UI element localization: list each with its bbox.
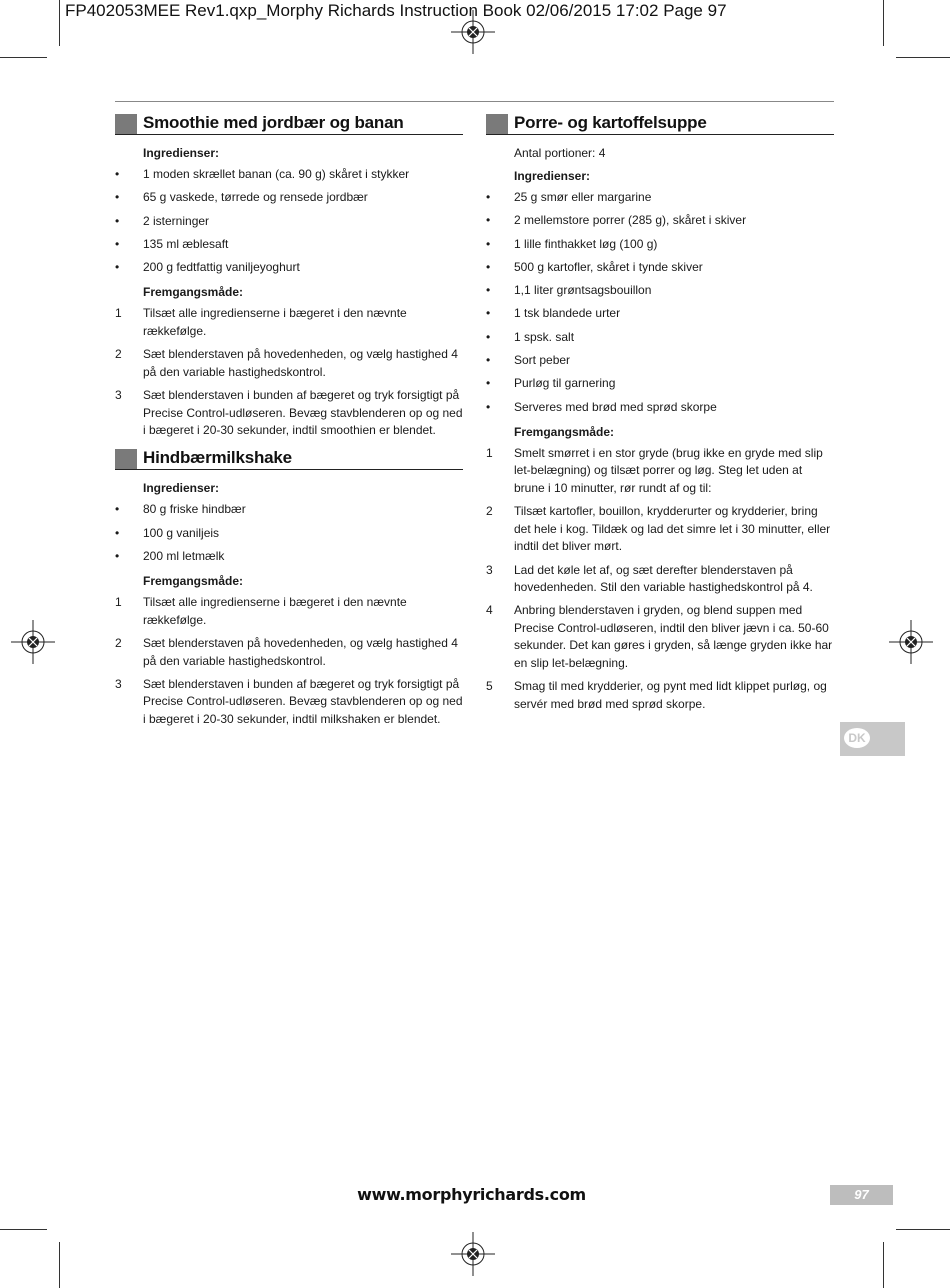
step-item: 3 Sæt blenderstaven i bunden af bægeret og tryk forsigtigt på Precise Control-udløseren. Bevæg stavblenderen op og ned i bægeret i 20-30 sekunder, indtil milkshaken er blendet.: [115, 676, 463, 726]
page-number-box: [830, 1185, 893, 1205]
list-item: • 2 isterninger: [115, 213, 463, 231]
bullet: •: [115, 213, 120, 228]
bullet: •: [115, 167, 120, 181]
method-steps: [115, 594, 463, 728]
method-label: Fremgangsmåde:: [514, 424, 615, 439]
list-item: • 135 ml æblesaft: [115, 236, 463, 254]
step-number: 1: [115, 306, 122, 321]
bullet: •: [486, 236, 491, 251]
step-number: 1: [115, 595, 122, 610]
section-title: Smoothie med jordbær og banan: [143, 113, 404, 132]
section-marker: [115, 114, 137, 134]
step-item: 2 Sæt blenderstaven på hovedenheden, og vælg hastighed 4 på den variable hastighedskontrol.: [115, 347, 458, 379]
bullet: •: [486, 190, 491, 204]
crop-mark: [883, 0, 884, 46]
list-item: • Serveres med brød med sprød skorpe: [486, 399, 834, 417]
footer-website: www.morphyrichards.com: [357, 1185, 586, 1204]
bullet: •: [486, 329, 491, 344]
language-tab: [840, 722, 905, 756]
step-number: 1: [486, 445, 493, 460]
list-item: • 1 lille finthakket løg (100 g): [486, 236, 834, 254]
step-item: 4 Anbring blenderstaven i gryden, og blend suppen med Precise Control-udløseren, indtil den bliver jævn i ca. 50-60 sekunder. Det kan gøres i gryden, så længe gryden ikke har en slip let-belægning.: [486, 603, 833, 670]
portions-text: Antal portioner: 4: [514, 146, 606, 160]
ingredients-label: Ingredienser:: [143, 146, 220, 160]
step-number: 4: [486, 603, 493, 618]
section-title: Porre- og kartoffelsuppe: [514, 113, 707, 132]
list-item: • 200 ml letmælk: [115, 548, 463, 566]
left-column: [115, 112, 463, 734]
step-item: 3 Lad det køle let af, og sæt derefter blenderstaven på hovedenheden. Stil den variable hastighedskontrol på 4.: [486, 562, 813, 595]
registration-mark-icon: [11, 620, 55, 664]
section-header-milkshake: [115, 447, 463, 470]
list-item: • 500 g kartofler, skåret i tynde skiver: [486, 259, 834, 277]
section-title: Hindbærmilkshake: [143, 448, 292, 468]
step-number: 2: [115, 636, 122, 651]
step-item: 1 Tilsæt alle ingredienserne i bægeret i den nævnte rækkefølge.: [115, 306, 407, 338]
step-item: 3 Sæt blenderstaven i bunden af bægeret og tryk forsigtigt på Precise Control-udløseren. Bevæg stavblenderen op og ned i bægeret i 20-30 sekunder, indtil smoothien er blendet.: [115, 388, 463, 438]
crop-mark: [59, 0, 60, 46]
ingredient-list: [115, 166, 463, 277]
crop-mark: [883, 1242, 884, 1288]
crop-mark: [0, 57, 47, 58]
step-number: 2: [486, 504, 493, 519]
language-badge: DK: [844, 728, 870, 748]
ingredients-label: Ingredienser:: [514, 169, 591, 183]
step-number: 3: [486, 562, 493, 577]
print-slug: FP402053MEE Rev1.qxp_Morphy Richards Instruction Book 02/06/2015 17:02 Page 97: [65, 1, 727, 20]
bullet: •: [486, 283, 491, 298]
registration-mark-icon: [451, 1232, 495, 1276]
crop-mark: [0, 1229, 47, 1230]
step-number: 5: [486, 679, 493, 694]
section-header-soup: [486, 112, 834, 135]
bullet: •: [486, 306, 491, 321]
registration-mark-icon: [451, 10, 495, 54]
bullet: •: [486, 259, 491, 274]
ingredient-list: [115, 501, 463, 565]
bullet: •: [115, 236, 120, 251]
step-number: 2: [115, 347, 122, 362]
list-item: • 1 tsk blandede urter: [486, 305, 834, 323]
top-rule: [115, 101, 834, 102]
bullet: •: [115, 525, 120, 540]
crop-mark: [896, 57, 950, 58]
bullet: •: [115, 502, 120, 517]
step-item: 1 Smelt smørret i en stor gryde (brug ikke en gryde med slip let-belægning) og tilsæt porrer og løg. Steg let uden at brune i 10 minutter, rør rundt af og til:: [486, 445, 823, 495]
list-item: • 1 spsk. salt: [486, 329, 834, 347]
step-number: 3: [115, 676, 122, 691]
bullet: •: [486, 376, 491, 391]
step-item: 2 Sæt blenderstaven på hovedenheden, og vælg hastighed 4 på den variable hastighedskontrol.: [115, 636, 458, 668]
method-label: Fremgangsmåde:: [143, 285, 244, 300]
ingredients-label: Ingredienser:: [143, 481, 220, 496]
section-marker: [115, 449, 137, 469]
list-item: • 100 g vaniljeis: [115, 525, 463, 543]
bullet: •: [115, 190, 120, 205]
ingredient-list: [486, 189, 834, 416]
list-item: • 1,1 liter grøntsagsbouillon: [486, 282, 834, 300]
page-number: 97: [854, 1187, 869, 1202]
crop-mark: [896, 1229, 950, 1230]
list-item: • 80 g friske hindbær: [115, 501, 463, 519]
registration-mark-icon: [889, 620, 933, 664]
list-item: • 2 mellemstore porrer (285 g), skåret i skiver: [486, 212, 834, 230]
bullet: •: [486, 353, 491, 368]
list-item: • 65 g vaskede, tørrede og rensede jordbær: [115, 189, 463, 207]
bullet: •: [115, 260, 120, 275]
right-column: [486, 112, 834, 719]
list-item: • Purløg til garnering: [486, 375, 834, 393]
list-item: • 200 g fedtfattig vaniljeyoghurt: [115, 259, 463, 277]
bullet: •: [486, 213, 491, 228]
list-item: • Sort peber: [486, 352, 834, 370]
step-number: 3: [115, 388, 122, 403]
method-label: Fremgangsmåde:: [143, 574, 244, 589]
method-steps: [115, 305, 463, 439]
bullet: •: [486, 399, 491, 414]
bullet: •: [115, 548, 120, 563]
section-header-smoothie: [115, 112, 463, 135]
step-item: 2 Tilsæt kartofler, bouillon, krydderurter og krydderier, bring det hele i kog. Tildæk og lad det simre let i 30 minutter, eller indtil det bliver mørt.: [486, 504, 831, 554]
method-steps: [486, 445, 834, 713]
crop-mark: [59, 1242, 60, 1288]
step-item: 1 Tilsæt alle ingredienserne i bægeret i den nævnte rækkefølge.: [115, 595, 407, 627]
list-item: • 25 g smør eller margarine: [486, 189, 834, 207]
section-marker: [486, 114, 508, 134]
list-item: • 1 moden skrællet banan (ca. 90 g) skåret i stykker: [115, 166, 463, 184]
step-item: 5 Smag til med krydderier, og pynt med lidt klippet purløg, og servér med brød med sprød skorpe.: [486, 679, 827, 711]
